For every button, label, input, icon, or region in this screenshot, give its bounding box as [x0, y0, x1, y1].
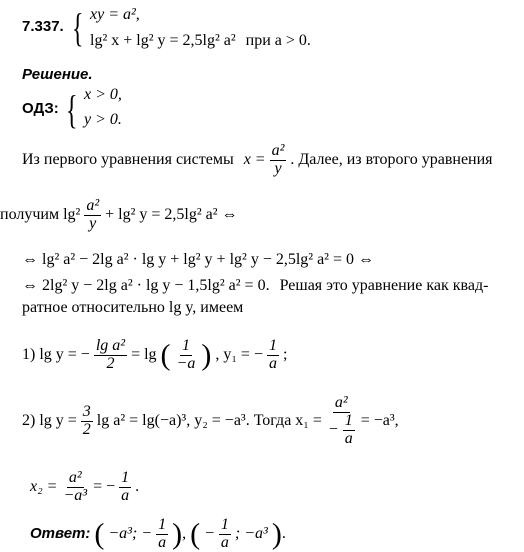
case1-fraction-2	[175, 338, 198, 373]
case1-pre: 1) lg y = −	[22, 345, 90, 363]
answer-pair-2-b: ; −a³	[234, 524, 268, 542]
case1-end: ;	[282, 345, 288, 363]
case2-nested-fraction	[343, 413, 355, 448]
x2-fraction-2-num: 1	[121, 469, 130, 486]
answer-label: Ответ:	[30, 524, 91, 542]
case2-mid: lg a² = lg(−a)³, y₂ = −a³. Тогда x₁ =	[96, 411, 322, 429]
problem-number: 7.337.	[22, 18, 64, 35]
case-2	[22, 395, 399, 447]
equation-2-condition: при a > 0.	[245, 32, 311, 49]
x2-fraction-1-den: −a³	[63, 486, 88, 504]
case1-fraction-3-num: 1	[268, 337, 277, 354]
case2-fraction-1-num: 3	[82, 402, 91, 420]
case1-fraction-2-den: −a	[176, 354, 196, 372]
line1-fraction	[270, 143, 287, 178]
answer-end: .	[281, 524, 286, 542]
odz-condition-2: y > 0.	[84, 111, 122, 128]
answer-left-paren-1: (	[94, 517, 105, 551]
equation-1: xy = a²,	[90, 6, 140, 23]
odz-brace: {	[66, 87, 78, 132]
line1-pre: Из первого уравнения системы	[22, 150, 234, 168]
answer-separator: ,	[182, 524, 187, 542]
answer-pair-1-a: −a³; −	[108, 524, 153, 542]
case2-fraction-1	[81, 404, 93, 439]
text-line-3: ⇔ lg² a² − 2lg a² · lg y + lg² y + lg² y − 2,5lg² a² = 0 ⇔	[22, 251, 374, 268]
case2-fraction-2	[326, 395, 357, 447]
x2-fraction-1	[61, 470, 89, 505]
line4-equation: ⇔ 2lg² y − 2lg a² · lg y − 1,5lg² a² = 0.	[22, 277, 270, 294]
line1-fraction-num: a²	[271, 142, 285, 159]
text-line-4	[22, 277, 488, 295]
case1-fraction-3-den: a	[268, 354, 277, 372]
line1-lhs: x =	[243, 150, 266, 168]
answer-right-paren-1: )	[172, 517, 183, 551]
case-1	[22, 338, 287, 373]
case1-fraction-2-num: 1	[181, 337, 190, 354]
right-paren: )	[201, 338, 212, 372]
left-paren: (	[160, 338, 171, 372]
case2-fraction-1-den: 2	[82, 420, 91, 438]
answer-fraction-2-num: 1	[220, 516, 229, 533]
answer-fraction-1-num: 1	[158, 516, 167, 533]
x2-fraction-2	[119, 470, 131, 505]
case1-mid: = lg	[131, 345, 157, 363]
case1-fraction-1-den: 2	[106, 354, 115, 372]
equation-2-main: lg² x + lg² y = 2,5lg² a²	[90, 32, 236, 49]
case2-pre: 2) lg y =	[22, 411, 77, 429]
line2-pre: получим lg²	[0, 205, 81, 223]
text-line-5: ратное относительно lg y, имеем	[22, 299, 244, 316]
odz-label: ОДЗ:	[22, 100, 59, 117]
line2-fraction-num: a²	[86, 197, 100, 214]
line1-post: . Далее, из второго уравнения	[290, 150, 493, 168]
answer-fraction-1-den: a	[158, 533, 167, 551]
case2-fraction-2-den: − $\frac{1}{a}$	[327, 411, 353, 447]
case2-nested-den: a	[344, 429, 353, 447]
text-line-2	[0, 198, 238, 233]
case1-fraction-1	[94, 338, 127, 373]
case1-fraction-1-num: lg a²	[95, 337, 126, 354]
x2-end: .	[135, 477, 140, 495]
answer-line	[30, 517, 286, 552]
equation-2	[90, 32, 311, 50]
line2-fraction-den: y	[89, 214, 97, 232]
x2-fraction-1-num: a²	[68, 469, 82, 486]
answer-fraction-2-den: a	[220, 533, 229, 551]
case2-nested-num: 1	[344, 411, 353, 429]
line2-fraction	[84, 198, 101, 233]
case1-fraction-3	[267, 338, 279, 373]
case2-fraction-2-num: a²	[334, 394, 348, 411]
odz-condition-1: x > 0,	[84, 86, 122, 103]
case2-post: = −a³,	[360, 411, 399, 429]
text-line-1	[22, 143, 493, 178]
x2-fraction-2-den: a	[121, 486, 130, 504]
x2-mid: = −	[93, 477, 116, 495]
line1-fraction-den: y	[274, 159, 282, 177]
answer-fraction-2	[219, 517, 231, 552]
answer-right-paren-2: )	[271, 517, 282, 551]
answer-pair-2-a: −	[204, 524, 215, 542]
answer-fraction-1	[156, 517, 168, 552]
answer-left-paren-2: (	[190, 517, 201, 551]
system-brace: {	[72, 5, 84, 50]
case1-post: , y₁ = −	[215, 345, 263, 363]
x2-line	[30, 470, 139, 505]
solution-label: Решение.	[22, 66, 93, 83]
line2-post: + lg² y = 2,5lg² a² ⇔	[105, 205, 238, 223]
x2-lhs: x₂ =	[30, 477, 58, 495]
line4-post: Решая это уравнение как квад-	[279, 277, 489, 294]
